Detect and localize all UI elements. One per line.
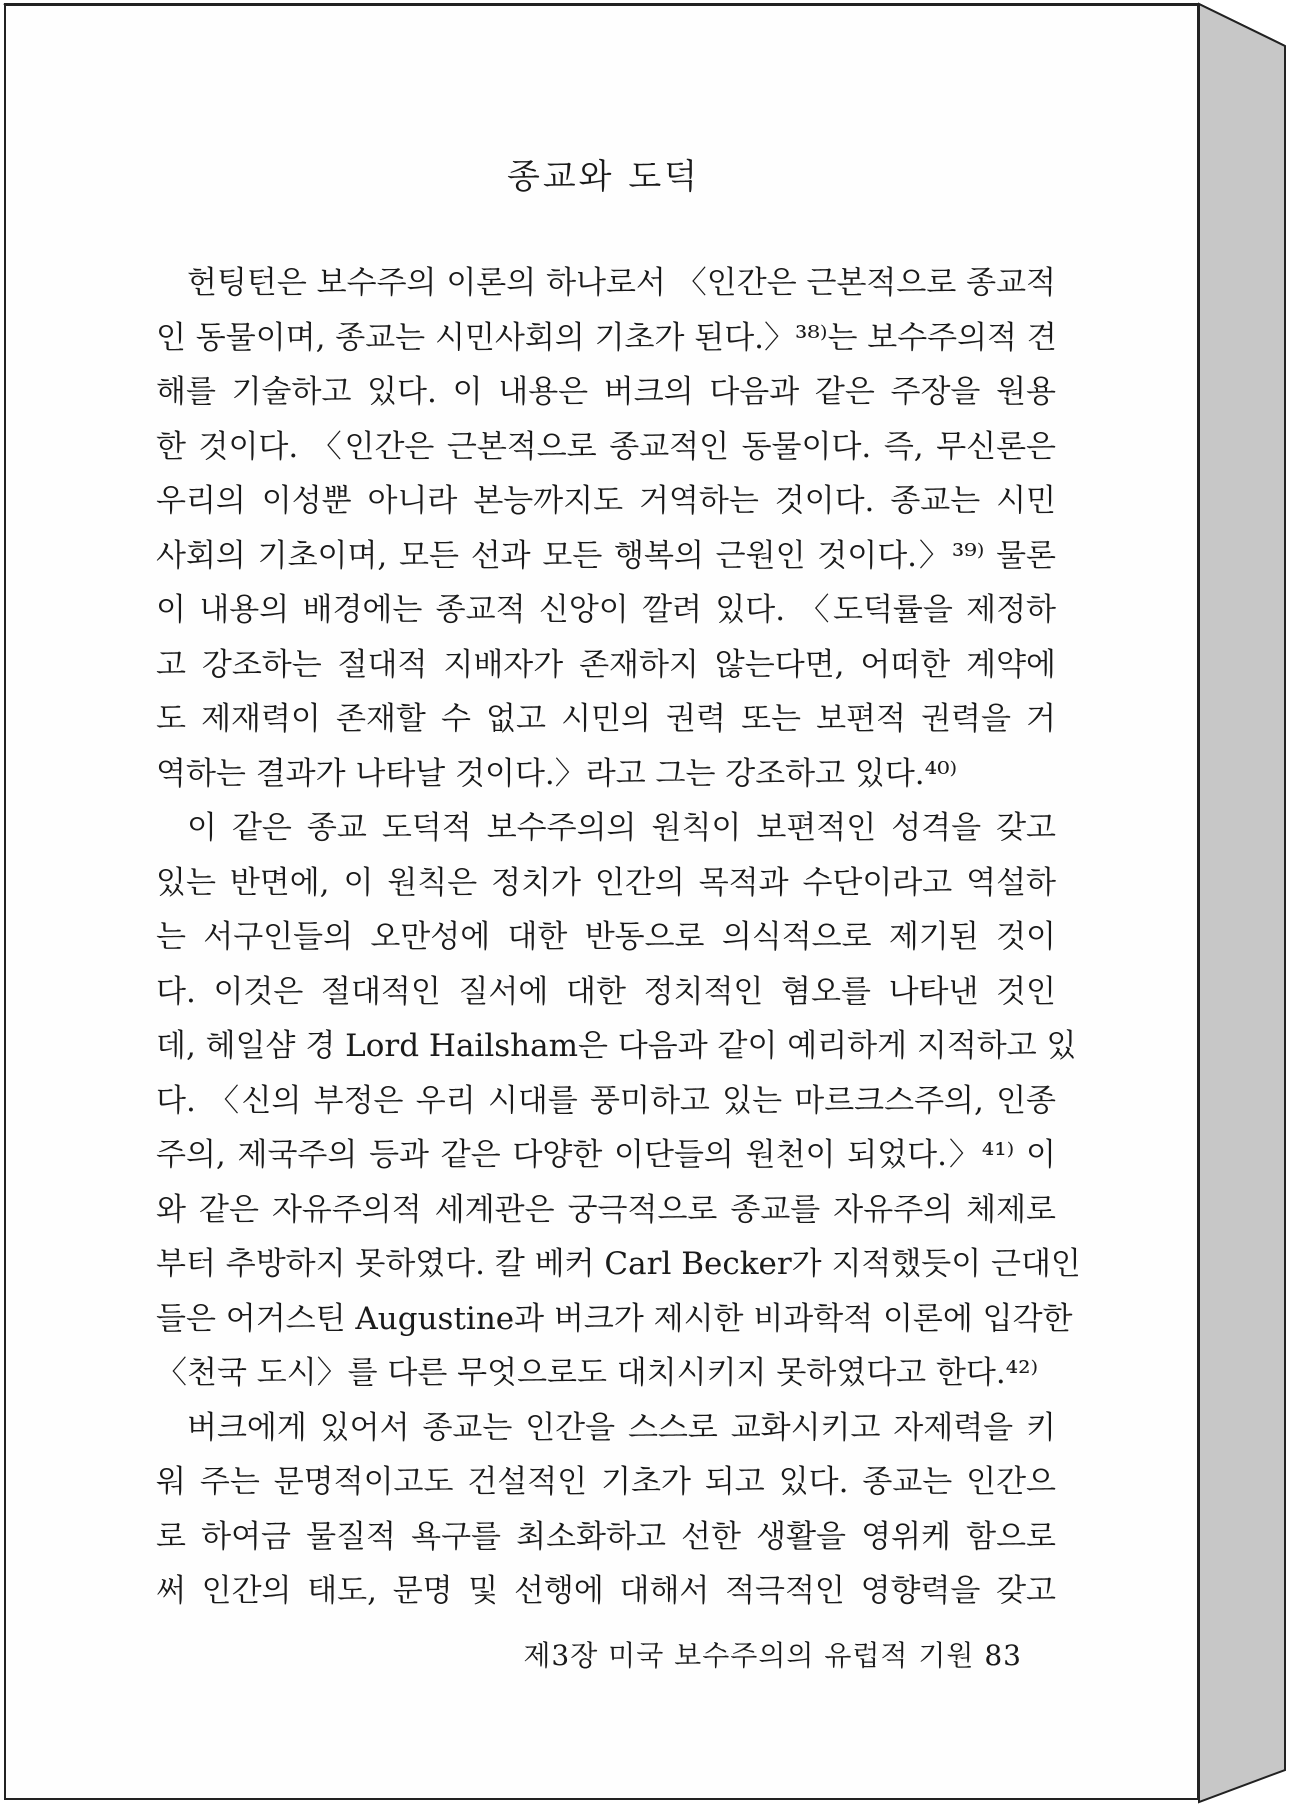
chapter-title: 종교와 도덕: [506, 157, 701, 197]
body-text: [156, 256, 1081, 1619]
text-line: 헌팅턴은 보수주의 이론의 하나로서 〈인간은 근본적으로 종교적: [187, 265, 1056, 301]
text-line: 도 제재력이 존재할 수 없고 시민의 권력 또는 보편적 권력을 거: [156, 701, 1056, 737]
text-line: 해를 기술하고 있다. 이 내용은 버크의 다음과 같은 주장을 원용: [156, 374, 1056, 410]
text-line: 는 서구인들의 오만성에 대한 반동으로 의식적으로 제기된 것이: [156, 919, 1056, 955]
text-line: 있는 반면에, 이 원칙은 정치가 인간의 목적과 수단이라고 역설하: [156, 864, 1056, 901]
text-line: 주의, 제국주의 등과 같은 다양한 이단들의 원천이 되었다.〉⁴¹⁾ 이: [156, 1137, 1056, 1173]
running-footer: 제3장 미국 보수주의의 유럽적 기원 83: [523, 1639, 1022, 1672]
book-page: [4, 4, 1199, 1800]
text-line: 와 같은 자유주의적 세계관은 궁극적으로 종교를 자유주의 체제로: [156, 1191, 1056, 1228]
book-spine-side: [1199, 4, 1285, 1802]
text-line: 〈천국 도시〉를 다른 무엇으로도 대치시키지 못하였다고 한다.⁴²⁾: [156, 1355, 1039, 1391]
text-line: 들은 어거스틴 Augustine과 버크가 제시한 비과학적 이론에 입각한: [156, 1300, 1073, 1337]
text-line: 사회의 기초이며, 모든 선과 모든 행복의 근원인 것이다.〉³⁹⁾ 물론: [156, 537, 1056, 574]
text-line: 이 같은 종교 도덕적 보수주의의 원칙이 보편적인 성격을 갖고: [187, 810, 1056, 846]
text-line: 고 강조하는 절대적 지배자가 존재하지 않는다면, 어떠한 계약에: [156, 646, 1056, 683]
text-line: 다. 이것은 절대적인 질서에 대한 정치적인 혐오를 나타낸 것인: [156, 973, 1056, 1010]
text-line: 데, 헤일샴 경 Lord Hailsham은 다음과 같이 예리하게 지적하고 있: [156, 1028, 1077, 1064]
text-line: 다. 〈신의 부정은 우리 시대를 풍미하고 있는 마르크스주의, 인종: [156, 1082, 1056, 1119]
text-line: 한 것이다. 〈인간은 근본적으로 종교적인 동물이다. 즉, 무신론은: [156, 428, 1056, 465]
text-line: 이 내용의 배경에는 종교적 신앙이 깔려 있다. 〈도덕률을 제정하: [156, 592, 1056, 628]
text-line: 인 동물이며, 종교는 시민사회의 기초가 된다.〉³⁸⁾는 보수주의적 견: [156, 319, 1057, 356]
text-line: 버크에게 있어서 종교는 인간을 스스로 교화시키고 자제력을 키: [187, 1409, 1056, 1446]
text-line: 부터 추방하지 못하였다. 칼 베커 Carl Becker가 지적했듯이 근대인: [156, 1246, 1081, 1282]
text-line: 역하는 결과가 나타날 것이다.〉라고 그는 강조하고 있다.⁴⁰⁾: [156, 755, 958, 792]
text-line: 로 하여금 물질적 욕구를 최소화하고 선한 생활을 영위케 함으로: [156, 1518, 1056, 1555]
text-line: 써 인간의 태도, 문명 및 선행에 대해서 적극적인 영향력을 갖고: [156, 1573, 1056, 1609]
text-line: 우리의 이성뿐 아니라 본능까지도 거역하는 것이다. 종교는 시민: [156, 483, 1056, 519]
text-line: 워 주는 문명적이고도 건설적인 기초가 되고 있다. 종교는 인간으: [156, 1464, 1056, 1500]
